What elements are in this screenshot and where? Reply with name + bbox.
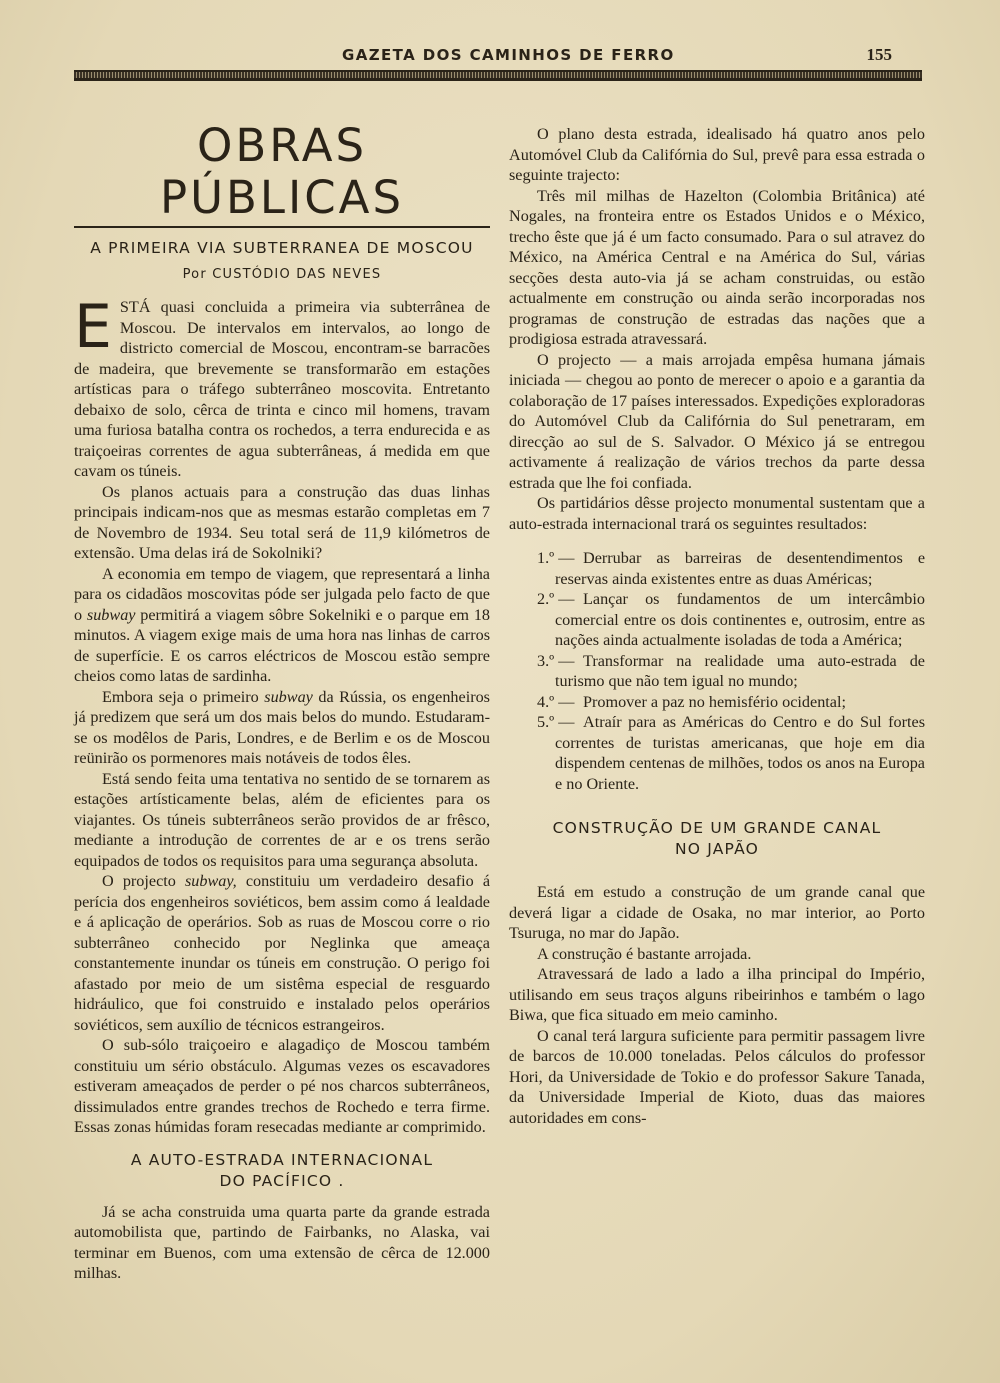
list-item: 2.º — Lançar os fundamentos de um intercâmbio comercial entre os dois continentes e, outrosim, entre as nações ainda actualmente isoladas de toda a América; <box>537 590 925 649</box>
section-heading: CONSTRUÇÃO DE UM GRANDE CANAL NO JAPÃO <box>552 819 882 858</box>
paragraph: O projecto subway, constituiu um verdadeiro desafio á perícia dos engenheiros soviéticos, bem assim como á lealdade e á aplicação de operários. Sob as ruas de Moscou corre o rio subterrâneo conhecido por Neglinka que ameaça constantemente inundar os túneis em construção. O perigo foi afastado por meio de um sistêma especial de resguardo hidráulico, que foi construido e instalado pelos operários soviéticos, sem auxílio de técnicos estrangeiros. <box>74 872 490 1034</box>
list-item: 4.º — Promover a paz no hemisfério ocidental; <box>537 692 846 711</box>
paragraph: Os partidários dêsse projecto monumental sustentam que a auto-estrada internacional trará os seguintes resultados: <box>509 494 925 533</box>
paragraph: O plano desta estrada, idealisado há quatro anos pelo Automóvel Club da Califórnia do Sul, prevê para essa estrada o seguinte trajecto: <box>509 125 925 184</box>
article-subtitle: A PRIMEIRA VIA SUBTERRANEA DE MOSCOU <box>90 239 474 257</box>
paragraph: Três mil milhas de Hazelton (Colombia Britânica) até Nogales, na fronteira entre os Estados Unidos e o México, trecho êste que já é um facto consumado. Para o sul atravez do México, na América Central e na América do Sul, várias secções desta auto-via já se acham construidas, ou estão actualmente em construção ou ainda serão incorporadas nos programas de construção de estradas das nações que a prodigiosa estrada atravessará. <box>509 186 925 348</box>
article-title: OBRAS PÚBLICAS <box>74 120 490 228</box>
results-list <box>509 548 925 794</box>
page-number: 155 <box>866 45 892 64</box>
paragraph: Embora seja o primeiro subway da Rússia, os engenheiros já predizem que será um dos mais belos do mundo. Estudaram-se os modêlos de Paris, Londres, e de Berlim e os de Moscou reünirão os pormenores mais notáveis de todos êles. <box>74 687 490 767</box>
list-item: 3.º — Transformar na realidade uma auto-estrada de turismo que não tem igual no mundo; <box>537 651 925 690</box>
list-item: 1.º — Derrubar as barreiras de desentendimentos e reservas ainda existentes entre as duas Américas; <box>537 549 925 588</box>
paragraph: O canal terá largura suficiente para permitir passagem livre de barcos de 10.000 toneladas. Pelos cálculos do professor Hori, da Universidade de Tokio e do professor Sakure Tanada, da Universidade Imperial de Kioto, duas das maiores autoridades em cons- <box>509 1026 925 1127</box>
journal-title: GAZETA DOS CAMINHOS DE FERRO <box>342 46 675 64</box>
paragraph: Está sendo feita uma tentativa no sentido de se tornarem as estações artísticamente belas, além de eficientes para os viajantes. Os túneis subterrâneos serão providos de ar frêsco, mediante a introdução de correntes de ar e os trens serão equipados de todos os requisitos para uma segurança absoluta. <box>74 769 490 870</box>
list-item: 5.º — Atraír para as Américas do Centro e do Sul fortes correntes de turistas americanas, que hoje em dia dispendem centenas de milhões, todos os anos na Europa e no Oriente. <box>537 713 925 793</box>
byline: Por CUSTÓDIO DAS NEVES <box>182 266 382 282</box>
paragraph: A construção é bastante arrojada. <box>537 944 752 963</box>
paragraph: Está em estudo a construção de um grande canal que deverá ligar a cidade de Osaka, no mar interior, ao Porto Tsuruga, no mar do Japão. <box>509 883 925 942</box>
paragraph: ESTÁ quasi concluida a primeira via subterrânea de Moscou. De intervalos em intervalos, ao longo de districto comercial de Moscou, encontram-se barracões de madeira, que brevemente se transformarão em estações artísticas para o tráfego subterrâneo moscovita. Entretanto debaixo de solo, cêrca de trinta e cinco mil homens, travam uma furiosa batalha contra os rochedos, a terra endurecida e as traiçoeiras correntes de agua subterrâneas, á medida em que cavam os túneis. <box>74 292 490 480</box>
section-heading: A AUTO-ESTRADA INTERNACIONAL DO PACÍFICO . <box>130 1150 434 1190</box>
paragraph: A economia em tempo de viagem, que representará a linha para os cidadãos moscovitas póde ser julgada pelo facto de que o subway permitirá a viagem sôbre Sokelniki e o parque em 18 minutos. A viagem exige mais de uma hora nas linhas de carros de superfície. E os carros eléctricos de Moscou estão sempre cheios como latas de sardinha. <box>74 564 491 685</box>
header-rule <box>74 70 922 81</box>
running-header <box>74 44 922 68</box>
paragraph: Os planos actuais para a construção das duas linhas principais indicam-nos que as mesmas estarão completas em 7 de Novembro de 1934. Seu total será de 11,9 kilómetros de extensão. Uma delas irá de Sokolniki? <box>74 482 490 562</box>
drop-cap: E <box>74 292 112 362</box>
paragraph: O projecto — a mais arrojada empêsa humana jámais iniciada — chegou ao ponto de merecer o apoio e a garantia da colaboração de 17 países interessados. Expedições exploradoras do Automóvel Club da Califórnia do Sul penetraram, em direcção ao sul de S. Salvador. O México já se entregou activamente á realização de vários trechos da parte dessa estrada que lhe foi confiada. <box>509 350 925 492</box>
paragraph: Atravessará de lado a lado a ilha principal do Império, utilisando em seus traços alguns ribeirinhos e também o lago Biwa, que fica situado em meio caminho. <box>509 965 925 1024</box>
left-column <box>74 100 490 1284</box>
paragraph: Já se acha construida uma quarta parte da grande estrada automobilista que, partindo de Fairbanks, no Alaska, vai terminar em Buenos, com uma extensão de cêrca de 12.000 milhas. <box>74 1202 490 1282</box>
paragraph: O sub-sólo traiçoeiro e alagadiço de Moscou também constituiu um sério obstáculo. Algumas vezes os escavadores estiveram ameaçados de perder o pé nos charcos subterrâneos, dissimulados entre grandes trechos de Rochedo e terra firme. Essas zonas húmidas foram resecadas mediante ar comprimido. <box>74 1036 490 1136</box>
right-column <box>509 124 925 1128</box>
